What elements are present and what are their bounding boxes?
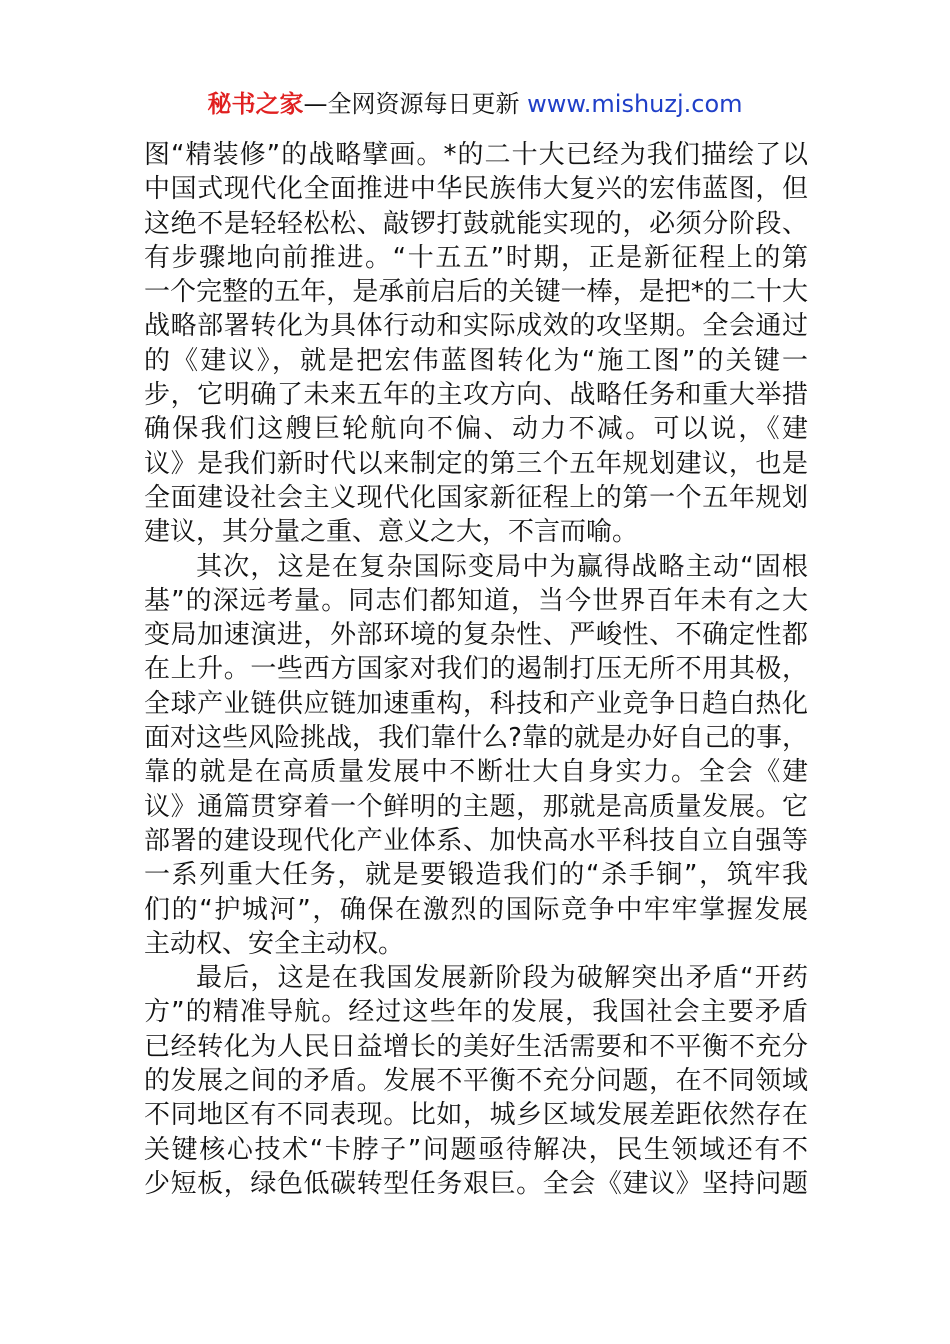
text-line: 全球产业链供应链加速重构，科技和产业竞争日趋白热化	[144, 688, 808, 719]
text-line: 一个完整的五年，是承前启后的关键一棒，是把*的二十大	[144, 277, 808, 308]
text-line: 这绝不是轻轻松松、敲锣打鼓就能实现的，必须分阶段、	[144, 208, 808, 239]
text-line: 全面建设社会主义现代化国家新征程上的第一个五年规划	[144, 482, 808, 513]
page-header	[0, 86, 950, 122]
text-line: 建议，其分量之重、意义之大，不言而喻。	[144, 517, 639, 548]
text-line: 少短板，绿色低碳转型任务艰巨。全会《建议》坚持问题	[144, 1168, 808, 1199]
text-line: 一系列重大任务，就是要锻造我们的“杀手锏”，筑牢我	[144, 860, 808, 891]
paragraph	[144, 550, 808, 962]
brand-name: 秘书之家	[207, 90, 304, 118]
text-line: 中国式现代化全面推进中华民族伟大复兴的宏伟蓝图，但	[144, 174, 808, 205]
text-line: 方”的精准导航。经过这些年的发展，我国社会主要矛盾	[144, 997, 808, 1028]
text-line: 主动权、安全主动权。	[144, 928, 405, 959]
text-line: 图“精装修”的战略擘画。*的二十大已经为我们描绘了以	[144, 140, 808, 170]
text-line: 在上升。一些西方国家对我们的遏制打压无所不用其极，	[144, 654, 808, 685]
text-line: 战略部署转化为具体行动和实际成效的攻坚期。全会通过	[144, 311, 808, 342]
text-line: 的《建议》，就是把宏伟蓝图转化为“施工图”的关键一	[144, 345, 808, 376]
text-line: 关键核心技术“卡脖子”问题亟待解决，民生领域还有不	[144, 1134, 808, 1165]
site-url-link[interactable]: www.mishuzj.com	[527, 90, 743, 118]
paragraph	[144, 961, 808, 1201]
text-line: 议》通篇贯穿着一个鲜明的主题，那就是高质量发展。它	[144, 791, 808, 822]
text-line: 有步骤地向前推进。“十五五”时期，正是新征程上的第	[144, 242, 808, 273]
text-line: 部署的建设现代化产业体系、加快高水平科技自立自强等	[144, 825, 808, 856]
text-line: 不同地区有不同表现。比如，城乡区域发展差距依然存在	[144, 1100, 808, 1131]
text-line: 面对这些风险挑战，我们靠什么?靠的就是办好自己的事，	[144, 723, 808, 754]
text-line: 靠的就是在高质量发展中不断壮大自身实力。全会《建	[144, 757, 808, 788]
text-line: 的发展之间的矛盾。发展不平衡不充分问题，在不同领域	[144, 1066, 808, 1097]
paragraph	[144, 138, 808, 550]
text-line: 最后，这是在我国发展新阶段为破解突出矛盾“开药	[196, 963, 808, 994]
text-line: 确保我们这艘巨轮航向不偏、动力不减。可以说，《建	[144, 414, 808, 445]
text-line: 议》是我们新时代以来制定的第三个五年规划建议，也是	[144, 448, 808, 479]
text-line: 已经转化为人民日益增长的美好生活需要和不平衡不充分	[144, 1031, 808, 1062]
text-line: 步，它明确了未来五年的主攻方向、战略任务和重大举措	[144, 380, 808, 411]
text-line: 基”的深远考量。同志们都知道，当今世界百年未有之大	[144, 585, 808, 616]
text-line: 们的“护城河”，确保在激烈的国际竞争中牢牢掌握发展	[144, 894, 808, 925]
body-text	[144, 138, 808, 1201]
text-line: 变局加速演进，外部环境的复杂性、严峻性、不确定性都	[144, 620, 808, 651]
header-tagline: —全网资源每日更新	[303, 90, 528, 118]
text-line: 其次，这是在复杂国际变局中为赢得战略主动“固根	[196, 551, 808, 582]
